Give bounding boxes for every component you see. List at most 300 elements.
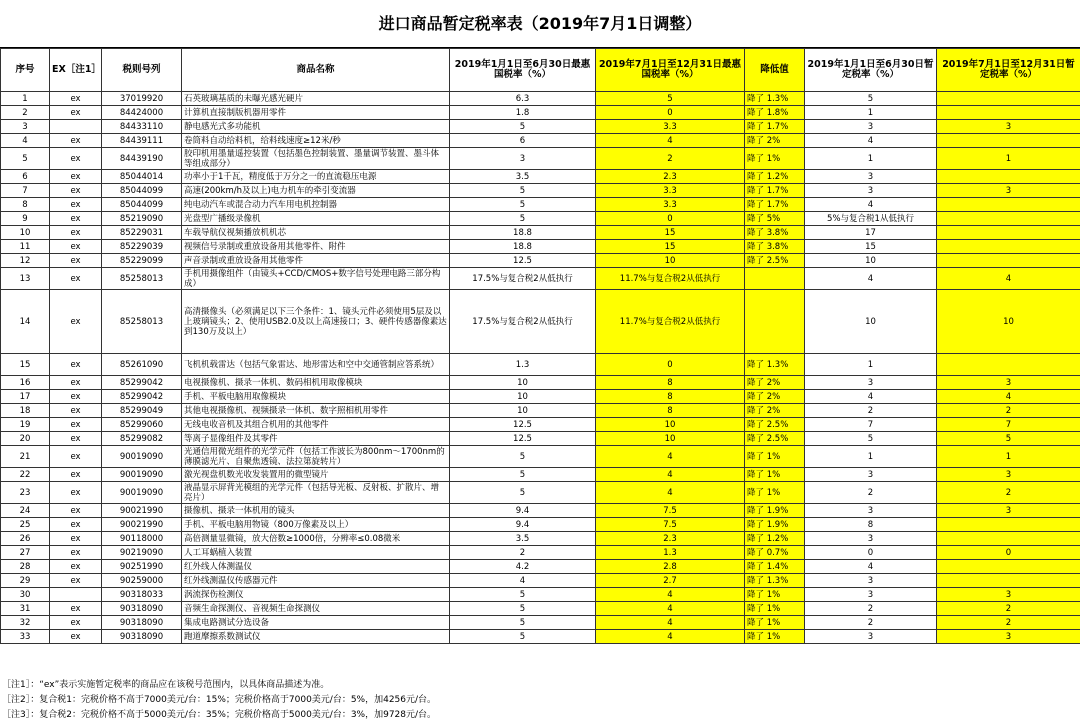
cell-name: 卷筒料自动给料机，给料线速度≥12米/秒 — [182, 134, 450, 148]
cell-name: 高速(200km/h及以上)电力机车的牵引变流器 — [182, 184, 450, 198]
cell-p1: 2 — [805, 404, 937, 418]
cell-code: 84433110 — [102, 120, 182, 134]
cell-seq: 29 — [1, 574, 50, 588]
cell-p2 — [937, 106, 1080, 120]
cell-mfn2: 4 — [596, 468, 745, 482]
cell-p2: 1 — [937, 148, 1080, 170]
table-row — [1, 120, 1080, 134]
cell-seq: 16 — [1, 376, 50, 390]
cell-ex: ex — [50, 432, 102, 446]
cell-ex: ex — [50, 532, 102, 546]
cell-red: 降了 1.2% — [745, 532, 805, 546]
table-row — [1, 106, 1080, 120]
cell-red: 降了 1% — [745, 148, 805, 170]
header-seq: 序号 — [1, 49, 50, 92]
cell-p2: 2 — [937, 602, 1080, 616]
cell-seq: 11 — [1, 240, 50, 254]
cell-ex: ex — [50, 518, 102, 532]
cell-ex: ex — [50, 148, 102, 170]
cell-name: 手机、平板电脑用物镜（800万像素及以上） — [182, 518, 450, 532]
cell-name: 跑道摩擦系数测试仪 — [182, 630, 450, 644]
footnotes — [2, 678, 1078, 723]
cell-red: 降了 1% — [745, 446, 805, 468]
cell-p2 — [937, 226, 1080, 240]
cell-mfn1: 12.5 — [450, 254, 596, 268]
cell-mfn1: 5 — [450, 630, 596, 644]
cell-mfn2: 4 — [596, 446, 745, 468]
cell-seq: 15 — [1, 354, 50, 376]
cell-p2: 3 — [937, 120, 1080, 134]
cell-red: 降了 2.5% — [745, 432, 805, 446]
cell-p1: 10 — [805, 254, 937, 268]
cell-red: 降了 5% — [745, 212, 805, 226]
cell-mfn1: 5 — [450, 184, 596, 198]
cell-seq: 6 — [1, 170, 50, 184]
table-row — [1, 482, 1080, 504]
cell-seq: 21 — [1, 446, 50, 468]
cell-p2: 2 — [937, 616, 1080, 630]
cell-code: 90318090 — [102, 602, 182, 616]
cell-p1: 4 — [805, 198, 937, 212]
header-row — [1, 49, 1080, 92]
table-row — [1, 504, 1080, 518]
cell-mfn1: 12.5 — [450, 432, 596, 446]
table-row — [1, 560, 1080, 574]
cell-mfn2: 3.3 — [596, 120, 745, 134]
cell-name: 人工耳蜗植入装置 — [182, 546, 450, 560]
cell-mfn1: 5 — [450, 198, 596, 212]
cell-p1: 3 — [805, 588, 937, 602]
cell-seq: 7 — [1, 184, 50, 198]
cell-mfn2: 10 — [596, 432, 745, 446]
cell-red: 降了 2% — [745, 390, 805, 404]
table-row — [1, 254, 1080, 268]
cell-p2: 4 — [937, 390, 1080, 404]
cell-ex: ex — [50, 290, 102, 354]
cell-name: 激光视盘机数光收发装置用的微型镜片 — [182, 468, 450, 482]
cell-name: 液晶显示屏背光模组的光学元件（包括导光板、反射板、扩散片、增亮片） — [182, 482, 450, 504]
cell-seq: 32 — [1, 616, 50, 630]
cell-p1: 5 — [805, 432, 937, 446]
cell-ex: ex — [50, 106, 102, 120]
tariff-table — [0, 48, 1080, 644]
cell-p1: 1 — [805, 354, 937, 376]
cell-red: 降了 1.4% — [745, 560, 805, 574]
cell-name: 其他电视摄像机、视频摄录一体机、数字照相机用零件 — [182, 404, 450, 418]
cell-p2 — [937, 240, 1080, 254]
cell-code: 85219090 — [102, 212, 182, 226]
cell-p1: 1 — [805, 148, 937, 170]
cell-mfn2: 2.3 — [596, 532, 745, 546]
cell-p1: 4 — [805, 134, 937, 148]
cell-p2 — [937, 254, 1080, 268]
cell-ex: ex — [50, 240, 102, 254]
cell-mfn2: 2.7 — [596, 574, 745, 588]
table-row — [1, 602, 1080, 616]
cell-p1: 2 — [805, 602, 937, 616]
cell-name: 光盘型广播级录像机 — [182, 212, 450, 226]
cell-mfn1: 6.3 — [450, 92, 596, 106]
cell-p2 — [937, 532, 1080, 546]
cell-seq: 13 — [1, 268, 50, 290]
cell-code: 90021990 — [102, 504, 182, 518]
cell-seq: 28 — [1, 560, 50, 574]
cell-ex: ex — [50, 170, 102, 184]
cell-name: 集成电路测试分选设备 — [182, 616, 450, 630]
table-body — [1, 92, 1080, 644]
cell-p1: 3 — [805, 376, 937, 390]
cell-ex — [50, 588, 102, 602]
table-row — [1, 134, 1080, 148]
table-row — [1, 546, 1080, 560]
table-row — [1, 446, 1080, 468]
cell-mfn1: 5 — [450, 616, 596, 630]
cell-name: 视频信号录制或重放设备用其他零件、附件 — [182, 240, 450, 254]
cell-p1: 3 — [805, 574, 937, 588]
table-row — [1, 574, 1080, 588]
cell-mfn2: 15 — [596, 226, 745, 240]
cell-ex: ex — [50, 268, 102, 290]
cell-seq: 33 — [1, 630, 50, 644]
cell-code: 84439111 — [102, 134, 182, 148]
footnote-1: ［注1］：“ex”表示实施暂定税率的商品应在该税号范围内，以具体商品描述为准。 — [2, 680, 330, 690]
cell-name: 胶印机用墨量遥控装置（包括墨色控制装置、墨量调节装置、墨斗体等组成部分） — [182, 148, 450, 170]
cell-p2 — [937, 92, 1080, 106]
cell-mfn2: 3.3 — [596, 198, 745, 212]
cell-seq: 26 — [1, 532, 50, 546]
cell-name: 红外线人体测温仪 — [182, 560, 450, 574]
cell-ex — [50, 120, 102, 134]
header-reduction: 降低值 — [745, 49, 805, 92]
cell-ex: ex — [50, 354, 102, 376]
cell-name: 石英玻璃基质的未曝光感光硬片 — [182, 92, 450, 106]
cell-p2 — [937, 212, 1080, 226]
cell-ex: ex — [50, 482, 102, 504]
cell-p2 — [937, 354, 1080, 376]
cell-name: 静电感光式多功能机 — [182, 120, 450, 134]
cell-code: 90019090 — [102, 468, 182, 482]
footnote-2: ［注2］：复合税1：完税价格不高于7000美元/台：15%；完税价格高于7000美元/台：5%，加4256元/台。 — [2, 695, 437, 705]
cell-p1: 5 — [805, 92, 937, 106]
cell-red: 降了 1.8% — [745, 106, 805, 120]
cell-p2 — [937, 134, 1080, 148]
cell-ex: ex — [50, 376, 102, 390]
cell-code: 90019090 — [102, 446, 182, 468]
cell-name: 音频生命探测仪、音视频生命探测仪 — [182, 602, 450, 616]
cell-p2: 10 — [937, 290, 1080, 354]
cell-p1: 3 — [805, 630, 937, 644]
cell-seq: 14 — [1, 290, 50, 354]
cell-ex: ex — [50, 184, 102, 198]
cell-code: 85299049 — [102, 404, 182, 418]
cell-p1: 4 — [805, 390, 937, 404]
cell-code: 90021990 — [102, 518, 182, 532]
cell-p2: 1 — [937, 446, 1080, 468]
cell-seq: 1 — [1, 92, 50, 106]
header-mfn-h1: 2019年1月1日至6月30日最惠国税率（%） — [450, 49, 596, 92]
cell-mfn1: 1.8 — [450, 106, 596, 120]
cell-mfn1: 18.8 — [450, 240, 596, 254]
cell-red — [745, 290, 805, 354]
cell-ex: ex — [50, 602, 102, 616]
cell-name: 涡流探伤检测仪 — [182, 588, 450, 602]
cell-name: 车载导航仪视频播放机机芯 — [182, 226, 450, 240]
cell-red: 降了 1.3% — [745, 354, 805, 376]
cell-mfn1: 5 — [450, 588, 596, 602]
cell-mfn1: 5 — [450, 446, 596, 468]
cell-code: 85044014 — [102, 170, 182, 184]
table-row — [1, 290, 1080, 354]
cell-ex: ex — [50, 212, 102, 226]
cell-ex: ex — [50, 254, 102, 268]
cell-ex: ex — [50, 560, 102, 574]
cell-name: 光通信用微光组件的光学元件（包括工作波长为800nm～1700nm的薄膜滤光片、自聚焦透镜、法拉第旋转片） — [182, 446, 450, 468]
cell-name: 纯电动汽车或混合动力汽车用电机控制器 — [182, 198, 450, 212]
cell-name: 飞机机载雷达（包括气象雷达、地形雷达和空中交通管制应答系统） — [182, 354, 450, 376]
table-row — [1, 240, 1080, 254]
cell-mfn1: 10 — [450, 404, 596, 418]
cell-mfn2: 4 — [596, 588, 745, 602]
cell-seq: 20 — [1, 432, 50, 446]
table-row — [1, 616, 1080, 630]
cell-ex: ex — [50, 616, 102, 630]
cell-mfn1: 4.2 — [450, 560, 596, 574]
cell-p2: 3 — [937, 504, 1080, 518]
cell-mfn2: 4 — [596, 602, 745, 616]
cell-red: 降了 2.5% — [745, 254, 805, 268]
cell-p1: 3 — [805, 120, 937, 134]
cell-ex: ex — [50, 630, 102, 644]
table-row — [1, 354, 1080, 376]
cell-p2 — [937, 574, 1080, 588]
cell-p1: 5%与复合税1从低执行 — [805, 212, 937, 226]
cell-seq: 17 — [1, 390, 50, 404]
cell-p2: 3 — [937, 630, 1080, 644]
cell-name: 计算机直接制版机器用零件 — [182, 106, 450, 120]
cell-mfn2: 0 — [596, 106, 745, 120]
cell-name: 摄像机、摄录一体机用的镜头 — [182, 504, 450, 518]
table-row — [1, 630, 1080, 644]
cell-code: 90318090 — [102, 616, 182, 630]
cell-p1: 3 — [805, 504, 937, 518]
cell-red: 降了 1% — [745, 482, 805, 504]
cell-mfn1: 5 — [450, 602, 596, 616]
table-row — [1, 376, 1080, 390]
table-row — [1, 198, 1080, 212]
table-row — [1, 588, 1080, 602]
cell-mfn2: 4 — [596, 616, 745, 630]
cell-p1: 8 — [805, 518, 937, 532]
cell-red: 降了 0.7% — [745, 546, 805, 560]
cell-red: 降了 3.8% — [745, 226, 805, 240]
cell-p1: 3 — [805, 468, 937, 482]
cell-mfn1: 6 — [450, 134, 596, 148]
cell-code: 85229039 — [102, 240, 182, 254]
cell-code: 90019090 — [102, 482, 182, 504]
cell-p1: 4 — [805, 560, 937, 574]
cell-red: 降了 1% — [745, 616, 805, 630]
table-row — [1, 226, 1080, 240]
cell-p1: 4 — [805, 268, 937, 290]
cell-code: 85229099 — [102, 254, 182, 268]
cell-seq: 5 — [1, 148, 50, 170]
cell-red: 降了 2.5% — [745, 418, 805, 432]
cell-name: 功率小于1千瓦，精度低于万分之一的直流稳压电源 — [182, 170, 450, 184]
cell-code: 84424000 — [102, 106, 182, 120]
cell-mfn2: 3.3 — [596, 184, 745, 198]
cell-code: 85258013 — [102, 268, 182, 290]
table-row — [1, 432, 1080, 446]
table-row — [1, 518, 1080, 532]
cell-mfn1: 17.5%与复合税2从低执行 — [450, 268, 596, 290]
cell-seq: 9 — [1, 212, 50, 226]
cell-p1: 3 — [805, 170, 937, 184]
cell-seq: 22 — [1, 468, 50, 482]
cell-name: 无线电收音机及其组合机用的其他零件 — [182, 418, 450, 432]
cell-mfn1: 3.5 — [450, 170, 596, 184]
cell-mfn1: 5 — [450, 468, 596, 482]
cell-red: 降了 1.7% — [745, 198, 805, 212]
cell-p2: 2 — [937, 482, 1080, 504]
table-row — [1, 404, 1080, 418]
cell-seq: 18 — [1, 404, 50, 418]
cell-p2: 4 — [937, 268, 1080, 290]
cell-ex: ex — [50, 446, 102, 468]
table-row — [1, 418, 1080, 432]
cell-mfn2: 7.5 — [596, 504, 745, 518]
cell-seq: 8 — [1, 198, 50, 212]
cell-name: 声音录制或重放设备用其他零件 — [182, 254, 450, 268]
cell-red: 降了 1% — [745, 588, 805, 602]
cell-code: 90251990 — [102, 560, 182, 574]
cell-mfn2: 8 — [596, 390, 745, 404]
cell-mfn2: 11.7%与复合税2从低执行 — [596, 290, 745, 354]
cell-mfn1: 9.4 — [450, 518, 596, 532]
cell-code: 37019920 — [102, 92, 182, 106]
cell-mfn2: 7.5 — [596, 518, 745, 532]
cell-red: 降了 1.3% — [745, 92, 805, 106]
cell-mfn2: 2 — [596, 148, 745, 170]
cell-p2: 3 — [937, 376, 1080, 390]
table-row — [1, 268, 1080, 290]
cell-p2 — [937, 518, 1080, 532]
header-code: 税则号列 — [102, 49, 182, 92]
table-row — [1, 170, 1080, 184]
cell-mfn2: 0 — [596, 212, 745, 226]
cell-code: 84439190 — [102, 148, 182, 170]
cell-red: 降了 2% — [745, 376, 805, 390]
cell-mfn1: 4 — [450, 574, 596, 588]
cell-p1: 10 — [805, 290, 937, 354]
cell-p2: 5 — [937, 432, 1080, 446]
cell-seq: 30 — [1, 588, 50, 602]
cell-seq: 31 — [1, 602, 50, 616]
cell-code: 90259000 — [102, 574, 182, 588]
cell-code: 90219090 — [102, 546, 182, 560]
cell-p2: 3 — [937, 468, 1080, 482]
cell-ex: ex — [50, 546, 102, 560]
header-prov-h2: 2019年7月1日至12月31日暂定税率（%） — [937, 49, 1080, 92]
cell-p2: 3 — [937, 184, 1080, 198]
footnote-3: ［注3］：复合税2：完税价格不高于5000美元/台：35%；完税价格高于5000美元/台：3%，加9728元/台。 — [2, 710, 437, 720]
cell-p1: 7 — [805, 418, 937, 432]
header-prov-h1: 2019年1月1日至6月30日暂定税率（%） — [805, 49, 937, 92]
cell-p1: 0 — [805, 546, 937, 560]
table-row — [1, 148, 1080, 170]
cell-mfn2: 4 — [596, 630, 745, 644]
cell-p2: 7 — [937, 418, 1080, 432]
cell-mfn2: 10 — [596, 418, 745, 432]
cell-code: 85261090 — [102, 354, 182, 376]
cell-p1: 17 — [805, 226, 937, 240]
cell-mfn2: 4 — [596, 482, 745, 504]
cell-ex: ex — [50, 504, 102, 518]
cell-seq: 23 — [1, 482, 50, 504]
table-row — [1, 532, 1080, 546]
cell-p2: 2 — [937, 404, 1080, 418]
cell-code: 90118000 — [102, 532, 182, 546]
cell-seq: 3 — [1, 120, 50, 134]
cell-mfn1: 2 — [450, 546, 596, 560]
cell-red: 降了 1.7% — [745, 120, 805, 134]
cell-p1: 3 — [805, 532, 937, 546]
cell-red: 降了 1.3% — [745, 574, 805, 588]
cell-ex: ex — [50, 404, 102, 418]
cell-p2: 0 — [937, 546, 1080, 560]
cell-p1: 2 — [805, 482, 937, 504]
cell-code: 85258013 — [102, 290, 182, 354]
cell-red: 降了 1% — [745, 468, 805, 482]
cell-mfn1: 1.3 — [450, 354, 596, 376]
cell-mfn2: 1.3 — [596, 546, 745, 560]
cell-mfn1: 3.5 — [450, 532, 596, 546]
cell-red: 降了 1.7% — [745, 184, 805, 198]
cell-mfn2: 8 — [596, 376, 745, 390]
cell-mfn1: 5 — [450, 120, 596, 134]
cell-code: 90318090 — [102, 630, 182, 644]
cell-name: 手机、平板电脑用取像模块 — [182, 390, 450, 404]
cell-code: 85299042 — [102, 376, 182, 390]
cell-seq: 2 — [1, 106, 50, 120]
page-title: 进口商品暂定税率表（2019年7月1日调整） — [0, 0, 1080, 48]
cell-red: 降了 1% — [745, 602, 805, 616]
cell-ex: ex — [50, 92, 102, 106]
header-name: 商品名称 — [182, 49, 450, 92]
cell-red: 降了 2% — [745, 134, 805, 148]
cell-mfn2: 10 — [596, 254, 745, 268]
cell-red — [745, 268, 805, 290]
cell-name: 高倍测量显微镜，放大倍数≥1000倍，分辨率≤0.08微米 — [182, 532, 450, 546]
cell-seq: 12 — [1, 254, 50, 268]
cell-mfn1: 5 — [450, 212, 596, 226]
cell-mfn2: 0 — [596, 354, 745, 376]
cell-p1: 1 — [805, 446, 937, 468]
cell-ex: ex — [50, 468, 102, 482]
cell-p1: 1 — [805, 106, 937, 120]
cell-red: 降了 1% — [745, 630, 805, 644]
cell-code: 90318033 — [102, 588, 182, 602]
cell-name: 等离子显像组件及其零件 — [182, 432, 450, 446]
cell-ex: ex — [50, 226, 102, 240]
cell-seq: 27 — [1, 546, 50, 560]
cell-code: 85299082 — [102, 432, 182, 446]
cell-mfn1: 5 — [450, 482, 596, 504]
table-row — [1, 212, 1080, 226]
cell-mfn2: 8 — [596, 404, 745, 418]
cell-mfn2: 5 — [596, 92, 745, 106]
cell-ex: ex — [50, 134, 102, 148]
cell-red: 降了 1.9% — [745, 504, 805, 518]
